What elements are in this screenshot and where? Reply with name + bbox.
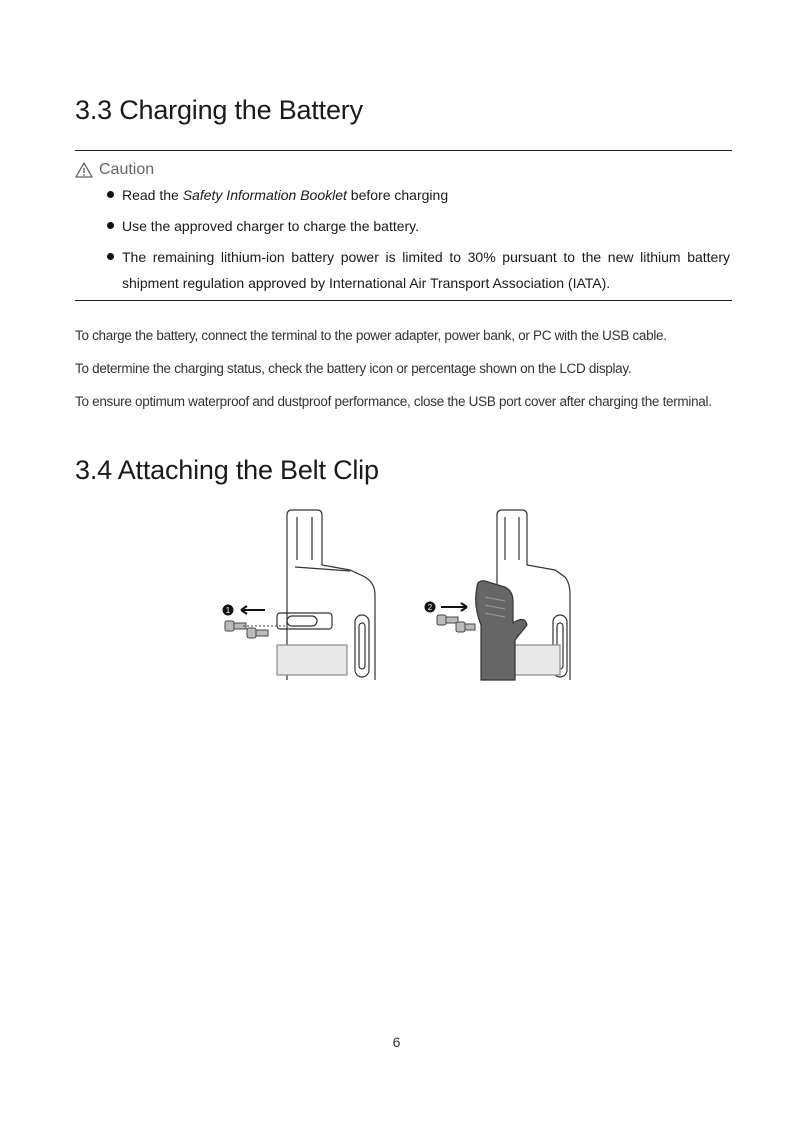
page-number: 6 <box>392 1034 401 1050</box>
caution-bullet: The remaining lithium-ion battery power is limited to 30% pursuant to the new lithium battery shipment regulation approved by International Air Transport Association (IATA). <box>107 244 730 296</box>
caution-bullet: Read the Safety Information Booklet before charging <box>107 182 730 208</box>
caution-header <box>75 161 154 179</box>
svg-text:1: 1 <box>225 606 231 615</box>
screw-icon <box>437 615 475 632</box>
screw-icon <box>225 621 268 638</box>
bullet-dot <box>107 222 114 229</box>
booklet-title: Safety Information Booklet <box>182 187 347 203</box>
body-paragraph: To charge the battery, connect the terminal to the power adapter, power bank, or PC with the USB cable. <box>75 327 667 343</box>
warning-triangle-icon <box>75 162 93 178</box>
step-1-marker <box>223 605 234 616</box>
belt-clip-figure <box>215 505 585 685</box>
body-paragraph: To determine the charging status, check the battery icon or percentage shown on the LCD display. <box>75 360 632 376</box>
bullet-dot <box>107 191 114 198</box>
section-heading-3-4: 3.4 Attaching the Belt Clip <box>75 455 379 485</box>
body-paragraph: To ensure optimum waterproof and dustproof performance, close the USB port cover after charging the terminal. <box>75 393 712 409</box>
arrow-left-icon <box>241 606 265 614</box>
arrow-right-icon <box>441 603 467 611</box>
svg-text:2: 2 <box>427 603 433 612</box>
bullet-dot <box>107 253 114 260</box>
caution-bottom-rule <box>75 300 732 301</box>
caution-label: Caution <box>99 161 155 178</box>
caution-bullet: Use the approved charger to charge the battery. <box>107 213 730 239</box>
step-2-marker <box>425 602 436 613</box>
section-heading-3-3: 3.3 Charging the Battery <box>75 95 363 125</box>
terminal-rear-illustration-1 <box>277 510 375 680</box>
caution-top-rule <box>75 150 732 151</box>
